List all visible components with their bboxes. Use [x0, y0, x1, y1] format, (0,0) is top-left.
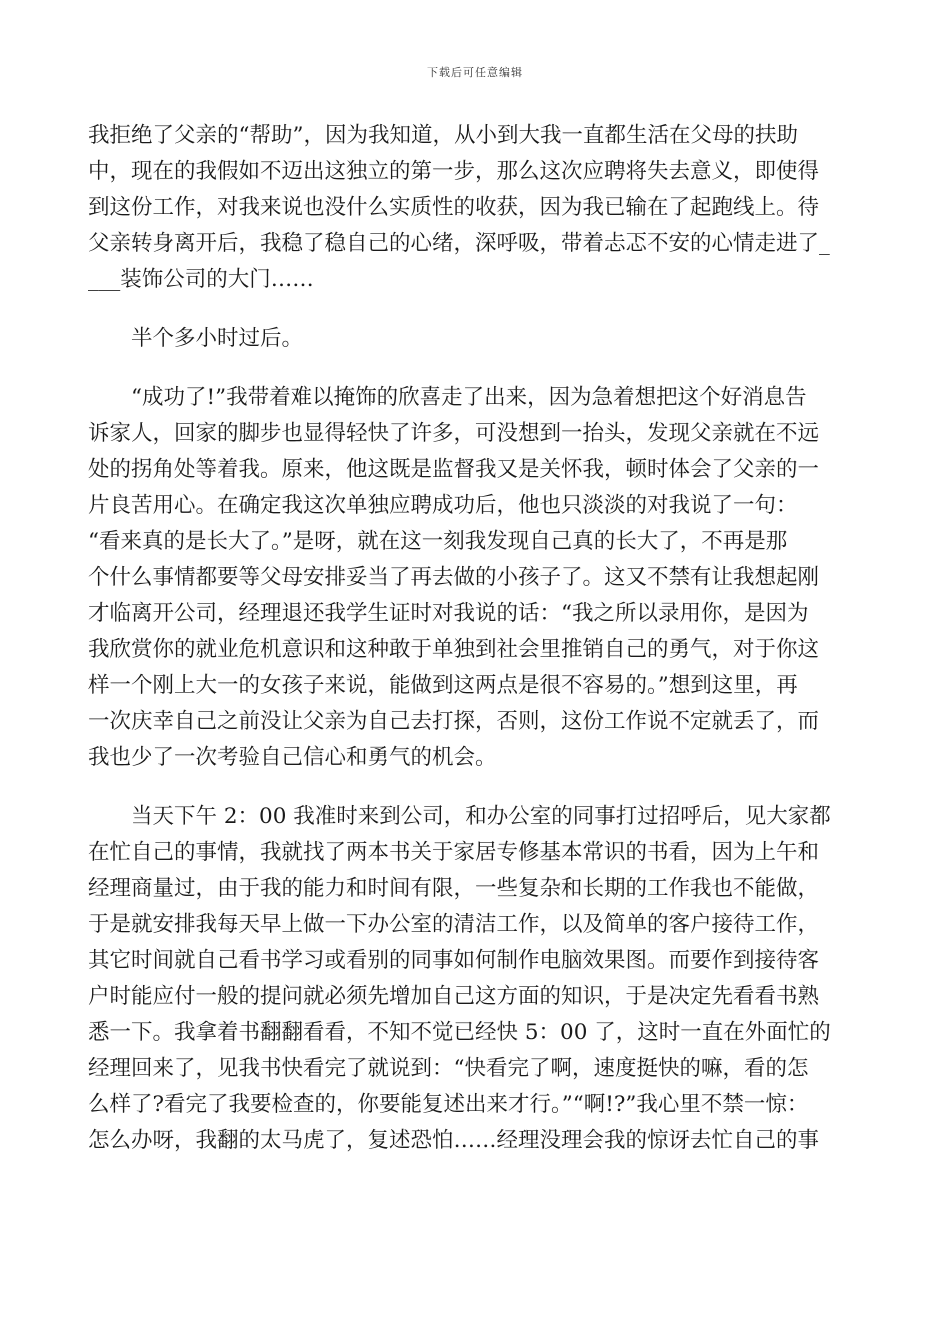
- text-line: 诉家人，回家的脚步也显得轻快了许多，可没想到一抬头，发现父亲就在不远: [88, 421, 820, 446]
- text-line: “看来真的是长大了。”是呀，就在这一刻我发现自己真的长大了，不再是那: [88, 529, 788, 554]
- text-line: 在忙自己的事情，我就找了两本书关于家居专修基本常识的书看，因为上午和: [88, 840, 820, 865]
- text-line: 于是就安排我每天早上做一下办公室的清洁工作，以及简单的客户接待工作，: [88, 912, 820, 937]
- text-line: ___装饰公司的大门……: [88, 267, 314, 292]
- text-line: 我拒绝了父亲的“帮助”，因为我知道，从小到大我一直都生活在父母的扶助: [88, 123, 798, 148]
- paragraph: [88, 799, 878, 1159]
- text-line: 个什么事情都要等父母安排妥当了再去做的小孩子了。这又不禁有让我想起刚: [88, 565, 820, 590]
- text-line: 一次庆幸自己之前没让父亲为自己去打探，否则，这份工作说不定就丢了，而: [88, 709, 820, 734]
- text-line: 样一个刚上大一的女孩子来说，能做到这两点是很不容易的。”想到这里，再: [88, 673, 798, 698]
- paragraph: [88, 380, 878, 776]
- text-line: 我也少了一次考验自己信心和勇气的机会。: [88, 745, 497, 770]
- text-line: 经理回来了，见我书快看完了就说到：“快看完了啊，速度挺快的嘛，看的怎: [88, 1056, 809, 1081]
- paragraph-spacer: [88, 776, 878, 799]
- text-line: 父亲转身离开后，我稳了稳自己的心绪，深呼吸，带着忐忑不安的心情走进了_: [88, 231, 830, 256]
- paragraph-spacer: [88, 357, 878, 380]
- paragraph: [88, 118, 878, 298]
- text-line: 我欣赏你的就业危机意识和这种敢于单独到社会里推销自己的勇气，对于你这: [88, 637, 820, 662]
- text-line: 悉一下。我拿着书翻翻看看，不知不觉已经快 5：00 了，这时一直在外面忙的: [88, 1020, 831, 1045]
- text-line: 中，现在的我假如不迈出这独立的第一步，那么这次应聘将失去意义，即使得: [88, 159, 820, 184]
- text-line: 到这份工作，对我来说也没什么实质性的收获，因为我已输在了起跑线上。待: [88, 195, 820, 220]
- paragraph: [88, 321, 878, 357]
- text-line: 经理商量过，由于我的能力和时间有限，一些复杂和长期的工作我也不能做，: [88, 876, 820, 901]
- text-line: 怎么办呀，我翻的太马虎了，复述恐怕……经理没理会我的惊讶去忙自己的事: [88, 1128, 820, 1153]
- paragraph-spacer: [88, 298, 878, 321]
- text-line: 其它时间就自己看书学习或看别的同事如何制作电脑效果图。而要作到接待客: [88, 948, 820, 973]
- text-line: 半个多小时过后。: [88, 326, 304, 351]
- text-line: 才临离开公司，经理退还我学生证时对我说的话：“我之所以录用你，是因为: [88, 601, 809, 626]
- text-line: 户时能应付一般的提问就必须先增加自己这方面的知识，于是决定先看看书熟: [88, 984, 820, 1009]
- text-line: 处的拐角处等着我。原来，他这既是监督我又是关怀我，顿时体会了父亲的一: [88, 457, 820, 482]
- text-line: 么样了?看完了我要检查的，你要能复述出来才行。”“啊!?”我心里不禁一惊：: [88, 1092, 809, 1117]
- page-header: 下载后可任意编辑: [427, 66, 523, 79]
- document-body: [88, 118, 878, 1159]
- text-line: “成功了!”我带着难以掩饰的欣喜走了出来，因为急着想把这个好消息告: [88, 385, 807, 410]
- text-line: 当天下午 2：00 我准时来到公司，和办公室的同事打过招呼后，见大家都: [88, 804, 831, 829]
- text-line: 片良苦用心。在确定我这次单独应聘成功后，他也只淡淡的对我说了一句：: [88, 493, 798, 518]
